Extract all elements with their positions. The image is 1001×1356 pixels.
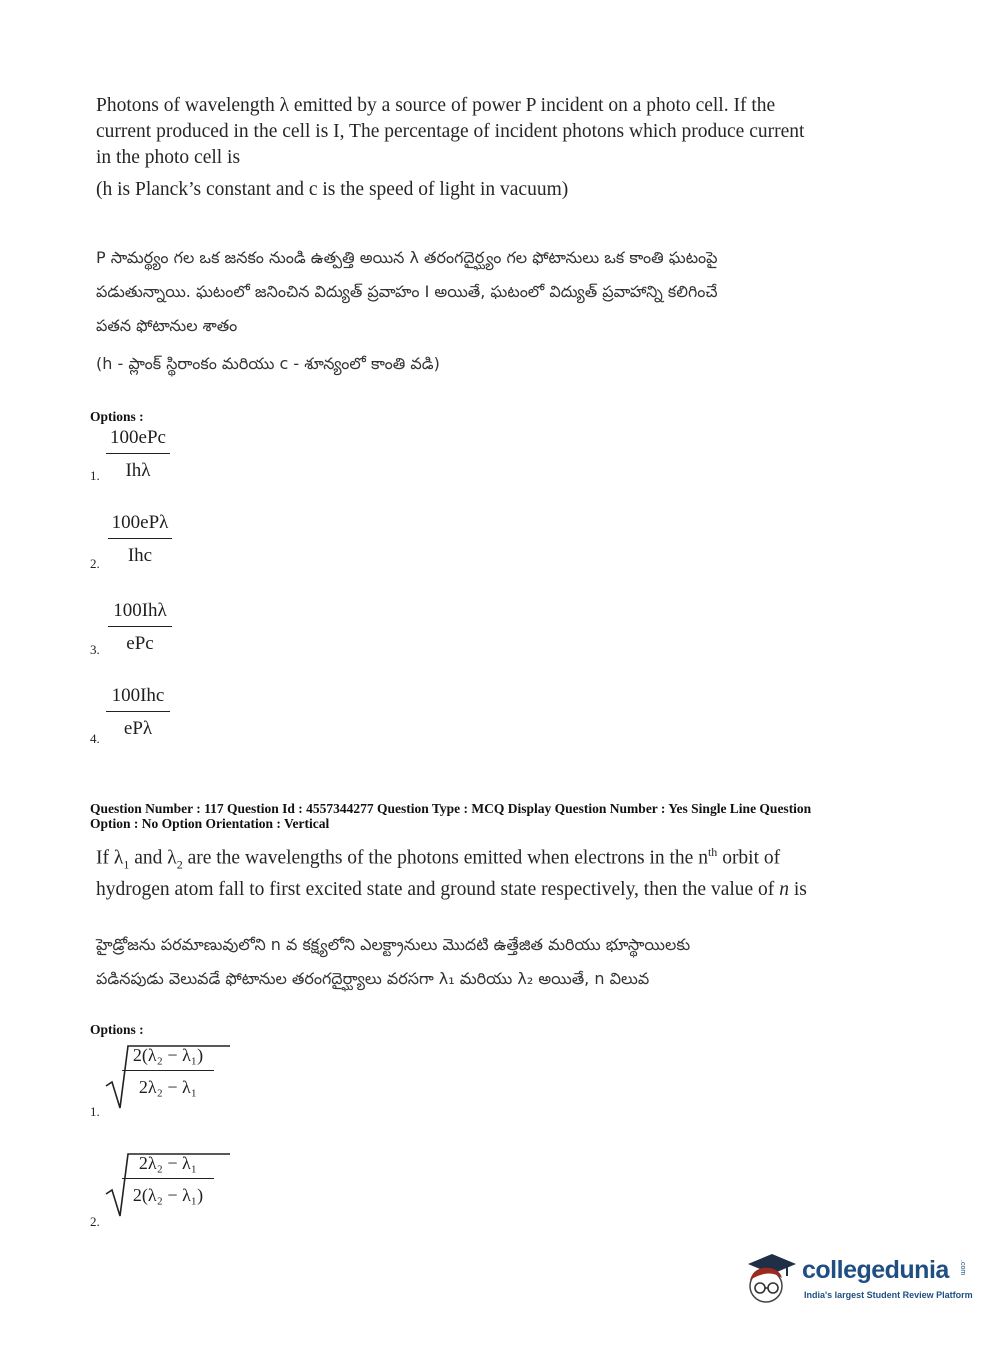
q116-option-4-fraction [106,685,170,740]
q116-option-1-denominator: Ihλ [125,460,151,481]
q117-option-1[interactable] [88,1040,288,1122]
q117-telugu-line1: హైడ్రోజను పరమాణువులోని n వ కక్ష్యలోని ఎలక్ట్రానులు మొదటి ఉత్తేజిత మరియు భూస్థాయిలకు [96,935,691,954]
logo-tagline: India's largest Student Review Platform [804,1290,973,1300]
q117-meta-line1: Question Number : 117 Question Id : 4557344277 Question Type : MCQ Display Question Number : Yes Single Line Question [90,801,812,816]
logo-tld-text: .com [959,1260,966,1276]
q116-option-1-fraction [106,427,170,482]
q116-option-3-fraction [108,600,172,655]
q116-telugu-line2: పడుతున్నాయి. ఘటంలో జనించిన విద్యుత్ ప్రవాహం I అయితే, ఘటంలో విద్యుత్ ప్రవాహాన్ని కలిగించే [96,282,718,301]
q116-question-english [96,93,896,203]
q116-option-2[interactable] [88,512,288,572]
q117-option-2-denominator: 2(λ₂ − λ₁) [132,1185,204,1205]
q116-option-4[interactable] [88,685,288,749]
q117-english-line1: If $\lambda_1$ and $\lambda_2$ are the wavelengths of the photons emitted when electrons in the $n^{th}$ orbit of [96,845,781,872]
student-mascot-icon [740,1248,800,1308]
q117-option-1-fraction [122,1045,214,1098]
q117-option-1-numerator: 2(λ₂ − λ₁) [122,1045,214,1071]
q116-option-1-numerator: 100ePc [106,427,170,454]
q116-english-line4: (h is Planck’s constant and c is the speed of light in vacuum) [96,179,569,200]
q116-english-line1: Photons of wavelength λ emitted by a source of power P incident on a photo cell. If the [96,95,776,116]
q116-option-4-denominator: ePλ [123,718,153,739]
q117-options-label: Options : [90,1022,144,1037]
q117-meta [90,801,970,831]
q117-option-2[interactable] [88,1148,288,1230]
q116-option-3-number: 3. [90,642,100,657]
q117-option-1-number: 1. [90,1104,100,1119]
q117-telugu-line2: పడినపుడు వెలువడే ఫోటానుల తరంగదైర్ఘ్యాలు వరసగా λ₁ మరియు λ₂ అయితే, n విలువ [96,969,650,988]
q116-option-2-numerator: 100ePλ [108,512,172,539]
q117-option-1-denominator: 2λ₂ − λ₁ [138,1077,198,1097]
q117-english-line2: hydrogen atom fall to first excited state and ground state respectively, then the value of n is [96,879,807,901]
logo-brand-text: collegedunia [802,1256,949,1284]
q116-option-2-denominator: Ihc [127,545,153,566]
q116-options-label: Options : [90,409,144,424]
q116-option-1[interactable] [88,427,288,487]
q116-option-2-fraction [108,512,172,567]
q116-option-4-number: 4. [90,731,100,746]
q116-english-line3: in the photo cell is [96,147,241,168]
q117-question-english [96,839,916,903]
q117-option-2-numerator: 2λ₂ − λ₁ [122,1153,214,1179]
q116-option-3-denominator: ePc [126,633,154,654]
q116-option-3-numerator: 100Ihλ [108,600,172,627]
q117-question-telugu [96,928,916,996]
q116-telugu-line1: P సామర్థ్యం గల ఒక జనకం నుండి ఉత్పత్తి అయిన λ తరంగదైర్ఘ్యం గల ఫోటానులు ఒక కాంతి ఘటంపై [96,248,718,267]
q116-option-2-number: 2. [90,556,100,571]
collegedunia-logo [740,1248,980,1312]
q117-meta-line2: Option : No Option Orientation : Vertical [90,816,330,831]
q117-option-2-number: 2. [90,1214,100,1229]
q116-option-4-numerator: 100Ihc [106,685,170,712]
q116-question-telugu [96,241,896,381]
q116-option-3[interactable] [88,600,288,660]
q116-telugu-line4: (h - ప్లాంక్ స్థిరాంకం మరియు c - శూన్యంలో కాంతి వడి) [96,354,440,373]
q117-option-2-fraction [122,1153,214,1206]
q116-option-1-number: 1. [90,468,100,483]
q116-english-line2: current produced in the cell is I, The percentage of incident photons which produce current [96,121,805,142]
q116-telugu-line3: పతన ఫోటానుల శాతం [96,316,238,335]
